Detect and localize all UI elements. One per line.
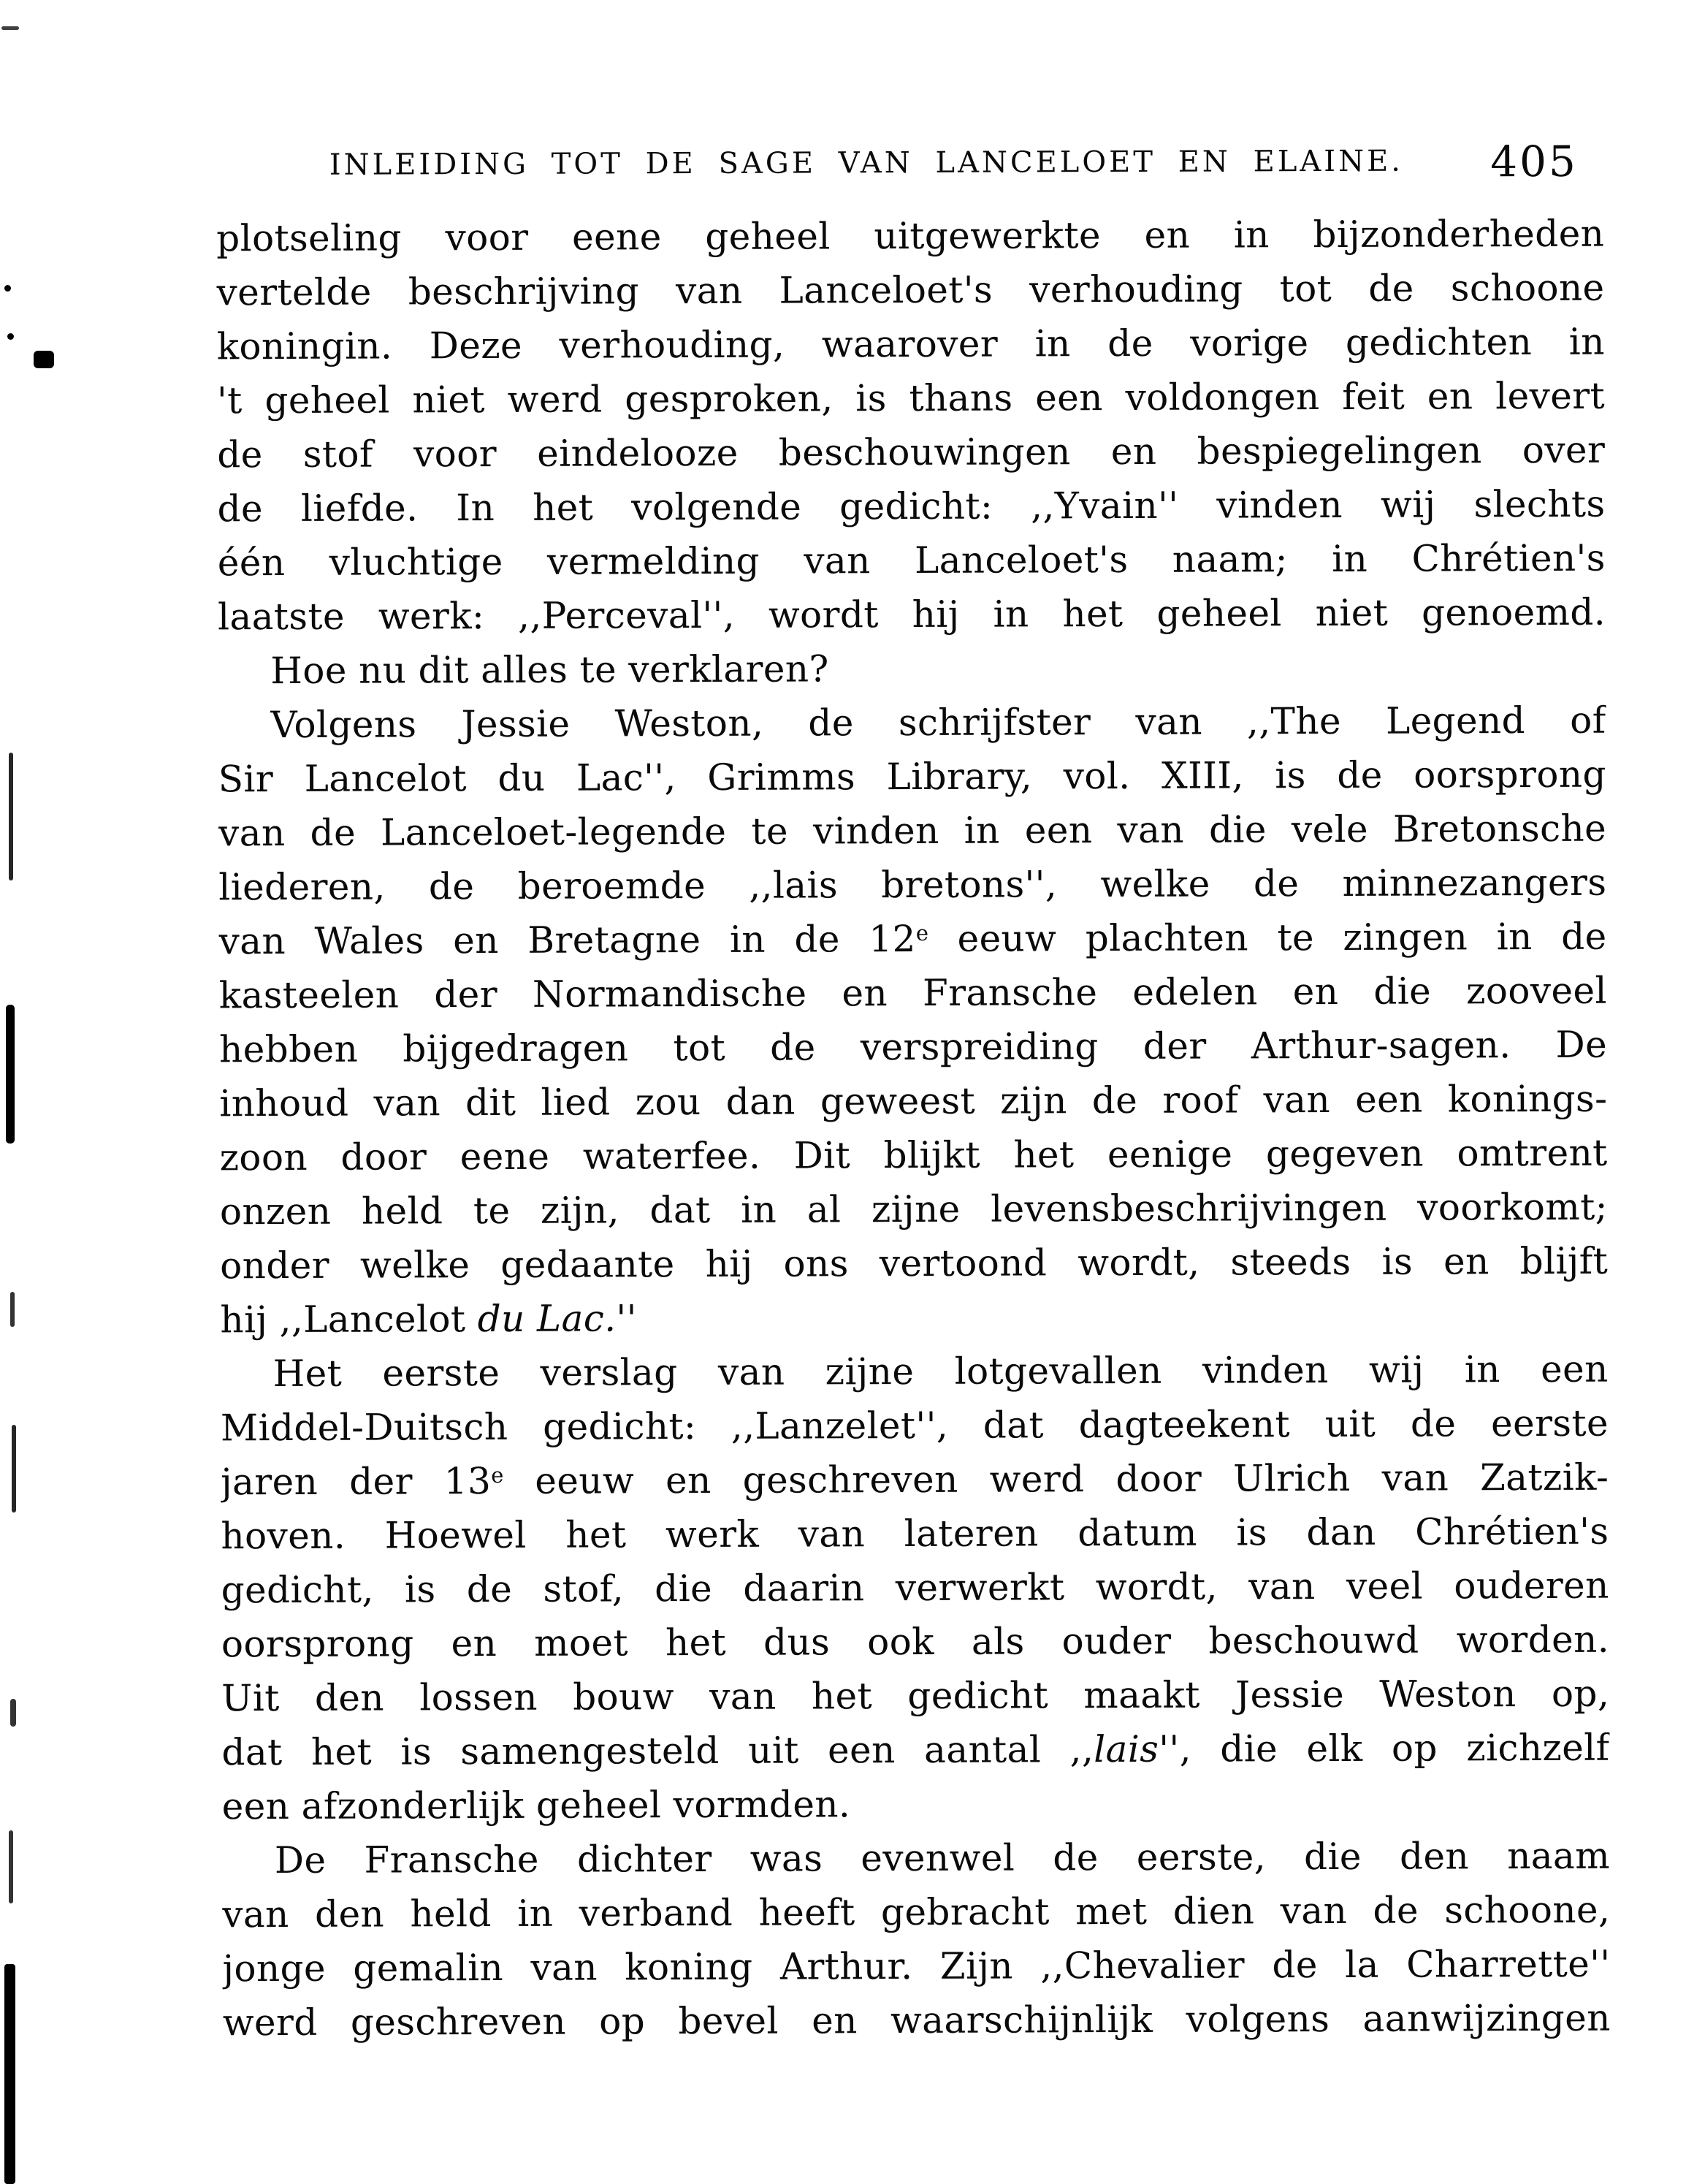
text-run: van den held in verband heeft gebracht met dien van de schoone, <box>222 1888 1611 1936</box>
text-run: één vluchtige vermelding van Lanceloet's naam; in Chrétien's <box>217 536 1606 585</box>
superscript-run: e <box>491 1462 504 1488</box>
text-line <box>221 1667 1609 1726</box>
text-line <box>217 423 1605 482</box>
ink-mark <box>7 333 14 340</box>
text-run: eeuw plachten te zingen in de <box>928 915 1607 960</box>
text-run: Volgens Jessie Weston, de schrijfster van ,,The Legend of <box>270 699 1606 747</box>
text-run: hebben bijgedragen tot de verspreiding der Arthur-sagen. De <box>219 1023 1608 1071</box>
text-line <box>220 1234 1608 1293</box>
text-run: liederen, de beroemde ,,lais bretons'', welke de minnezangers <box>218 861 1607 909</box>
text-line <box>219 964 1607 1023</box>
text-run: '', die elk op zichzelf <box>1159 1726 1610 1770</box>
paragraph <box>221 1342 1610 1834</box>
text-line <box>216 261 1604 320</box>
ink-mark <box>10 1292 15 1327</box>
text-run: jonge gemalin van koning Arthur. Zijn ,,Chevalier de la Charrette'' <box>222 1942 1611 1990</box>
text-run: gedicht, is de stof, die daarin verwerkt wordt, van veel ouderen <box>221 1564 1609 1612</box>
text-run: koningin. Deze verhouding, waarover in de vorige gedichten in <box>216 320 1605 368</box>
text-run: de stof voor eindelooze beschouwingen en bespiegelingen over <box>217 428 1606 476</box>
text-run: zoon door eene waterfee. Dit blijkt het eenige gegeven omtrent <box>219 1131 1608 1179</box>
text-run: onder welke gedaante hij ons vertoond wordt, steeds is en blijft <box>220 1239 1609 1287</box>
text-line <box>222 1829 1610 1888</box>
text-line <box>223 1991 1611 2050</box>
paragraph <box>218 693 1608 1347</box>
text-line <box>217 315 1605 374</box>
text-line <box>219 1018 1607 1077</box>
text-run: plotseling voor eene geheel uitgewerkte en in bijzonderheden <box>216 212 1605 260</box>
text-line <box>222 1775 1610 1834</box>
text-run: de liefde. In het volgende gedicht: ,,Yvain'' vinden wij slechts <box>217 482 1606 530</box>
text-line <box>221 1613 1609 1672</box>
text-run: 't geheel niet werd gesproken, is thans een voldongen feit en levert <box>216 374 1606 422</box>
text-run: De Fransche dichter was evenwel de eerste, die den naam <box>274 1834 1611 1882</box>
text-line <box>221 1559 1609 1618</box>
text-line <box>218 531 1606 590</box>
text-run: inhoud van dit lied zou dan geweest zijn de roof van een konings- <box>219 1077 1608 1125</box>
text-line <box>218 802 1606 861</box>
text-run: hoven. Hoewel het werk van lateren datum is dan Chrétien's <box>221 1510 1609 1558</box>
header-title: INLEIDING TOT DE SAGE VAN LANCELOET EN ELAINE. <box>329 144 1404 182</box>
ink-mark <box>12 1425 16 1513</box>
superscript-run: e <box>915 920 929 945</box>
text-run: kasteelen der Normandische en Fransche edelen en die zooveel <box>218 969 1607 1017</box>
text-run: vertelde beschrijving van Lanceloet's verhouding tot de schoone <box>216 266 1605 314</box>
text-line <box>221 1342 1609 1401</box>
text-line <box>218 856 1606 915</box>
ink-mark <box>10 1699 16 1727</box>
text-run: een afzonderlijk geheel vormden. <box>221 1783 851 1828</box>
italic-run: du Lac. <box>477 1297 617 1341</box>
text-run: laatste werk: ,,Perceval'', wordt hij in het geheel niet genoemd. <box>217 590 1606 639</box>
ink-mark <box>1 26 19 30</box>
text-run: 12 <box>869 917 916 961</box>
text-line <box>218 910 1606 969</box>
paragraph <box>222 1829 1611 2050</box>
text-run: Het eerste verslag van zijne lotgevallen vinden wij in een <box>272 1347 1609 1396</box>
text-body <box>216 207 1611 2050</box>
text-line <box>220 1180 1608 1239</box>
text-run: van de Lanceloet-legende te vinden in een van die vele Bretonsche <box>218 807 1607 855</box>
text-run: oorsprong en moet het dus ook als ouder beschouwd worden. <box>221 1618 1610 1666</box>
text-run: van Wales en Bretagne in de <box>218 918 869 963</box>
text-line <box>218 693 1606 753</box>
text-line <box>221 1721 1609 1780</box>
ink-mark <box>4 285 11 292</box>
text-line <box>218 639 1606 699</box>
text-line <box>222 1937 1610 1996</box>
text-run: Middel-Duitsch gedicht: ,,Lanzelet'', dat dagteekent uit de eerste <box>220 1401 1609 1450</box>
ink-mark <box>34 351 54 368</box>
text-line <box>219 1072 1607 1131</box>
text-run: Hoe nu dit alles te verklaren? <box>270 647 829 693</box>
text-line <box>217 369 1605 428</box>
italic-run: lais <box>1094 1727 1159 1771</box>
text-run: dat het is samengesteld uit een aantal ,, <box>221 1728 1094 1774</box>
text-run: eeuw en geschreven werd door Ulrich van Zatzik- <box>503 1456 1609 1502</box>
text-run: 13 <box>443 1460 492 1503</box>
text-run: hij ,,Lancelot <box>220 1298 478 1342</box>
text-line <box>221 1504 1609 1564</box>
text-run: Sir Lancelot du Lac'', Grimms Library, vol. XIII, is de oorsprong <box>218 753 1606 801</box>
paragraph <box>216 207 1606 644</box>
text-line <box>220 1288 1608 1347</box>
text-line <box>220 1126 1608 1185</box>
text-line <box>218 747 1606 807</box>
paragraph <box>218 639 1606 699</box>
text-line <box>217 477 1605 536</box>
text-run: Uit den lossen bouw van het gedicht maakt Jessie Weston op, <box>221 1672 1610 1720</box>
text-line <box>221 1396 1609 1456</box>
page-content <box>215 0 1611 2050</box>
text-line <box>216 207 1604 266</box>
running-header <box>216 136 1604 208</box>
text-run: '' <box>616 1297 637 1340</box>
text-run: jaren der <box>221 1460 444 1504</box>
ink-mark <box>4 1964 15 2184</box>
ink-mark <box>9 1830 13 1903</box>
text-line <box>222 1883 1610 1942</box>
text-run: werd geschreven op bevel en waarschijnlijk volgens aanwijzingen <box>222 1996 1611 2044</box>
page-number: 405 <box>1490 136 1579 187</box>
ink-mark <box>6 1005 15 1144</box>
ink-mark <box>9 753 13 880</box>
text-run: onzen held te zijn, dat in al zijne levensbeschrijvingen voorkomt; <box>219 1185 1608 1233</box>
text-line <box>218 585 1606 644</box>
text-line <box>221 1450 1609 1510</box>
